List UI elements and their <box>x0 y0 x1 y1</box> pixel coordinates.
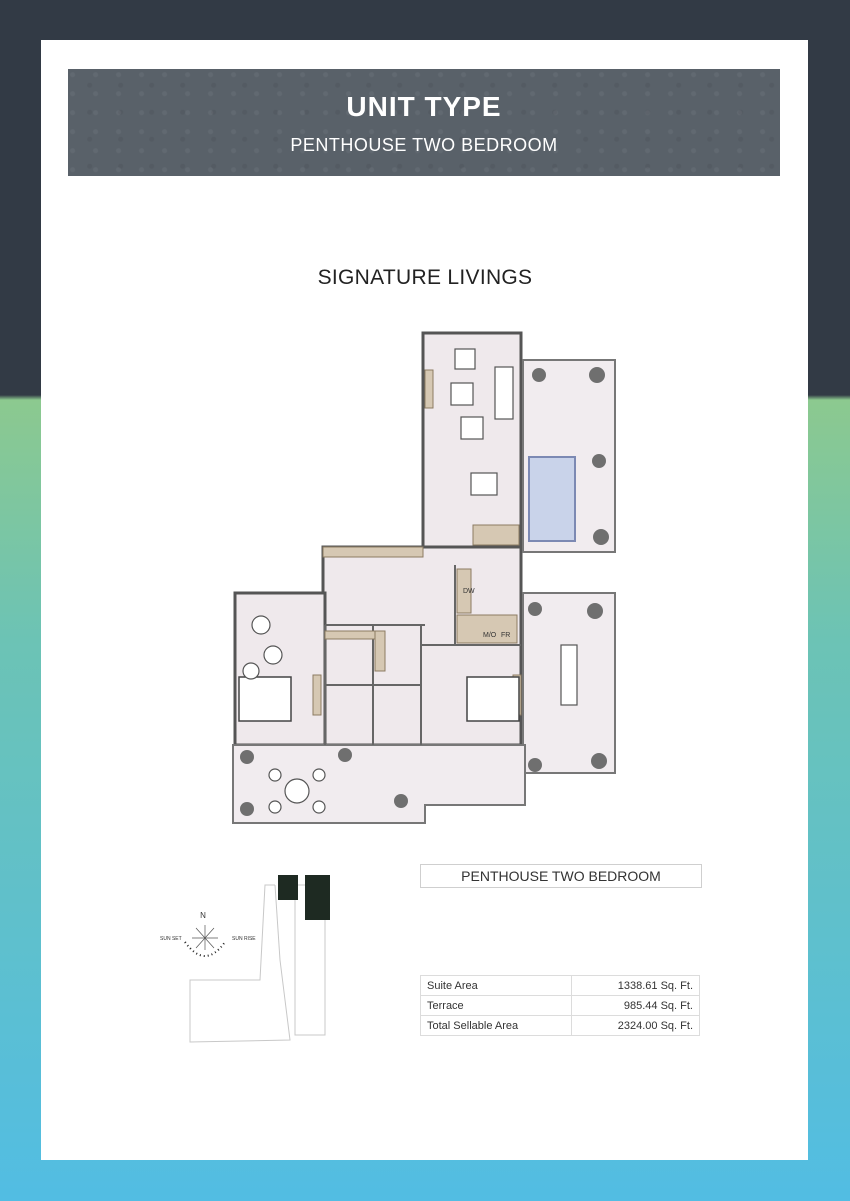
highlighted-unit <box>278 875 330 920</box>
dw-label: DW <box>463 588 475 595</box>
building-outline <box>190 885 325 1042</box>
table-row <box>421 996 700 1016</box>
unit-type-label: PENTHOUSE TWO BEDROOM <box>420 864 702 888</box>
compass-icon <box>192 925 218 950</box>
pool <box>529 457 575 541</box>
header-subtitle: PENTHOUSE TWO BEDROOM <box>290 135 558 155</box>
area-value: 2324.00 Sq. Ft. <box>572 1016 700 1036</box>
area-label: Terrace <box>421 996 572 1016</box>
sunrise-label: SUN RISE <box>232 936 256 942</box>
section-title: SIGNATURE LIVINGS <box>317 266 533 289</box>
area-value: 985.44 Sq. Ft. <box>572 996 700 1016</box>
header-banner <box>68 69 780 176</box>
fr-label: FR <box>501 632 511 639</box>
north-label: N <box>200 911 206 920</box>
mo-label: M/O <box>483 632 497 639</box>
key-plan <box>150 870 350 1050</box>
floor-plan <box>225 325 625 825</box>
area-value: 1338.61 Sq. Ft. <box>572 976 700 996</box>
sunset-label: SUN SET <box>160 936 182 942</box>
table-row <box>421 976 700 996</box>
table-row <box>421 1016 700 1036</box>
area-table <box>420 975 700 1036</box>
header-title: UNIT TYPE <box>346 91 502 122</box>
area-label: Total Sellable Area <box>421 1016 572 1036</box>
area-label: Suite Area <box>421 976 572 996</box>
